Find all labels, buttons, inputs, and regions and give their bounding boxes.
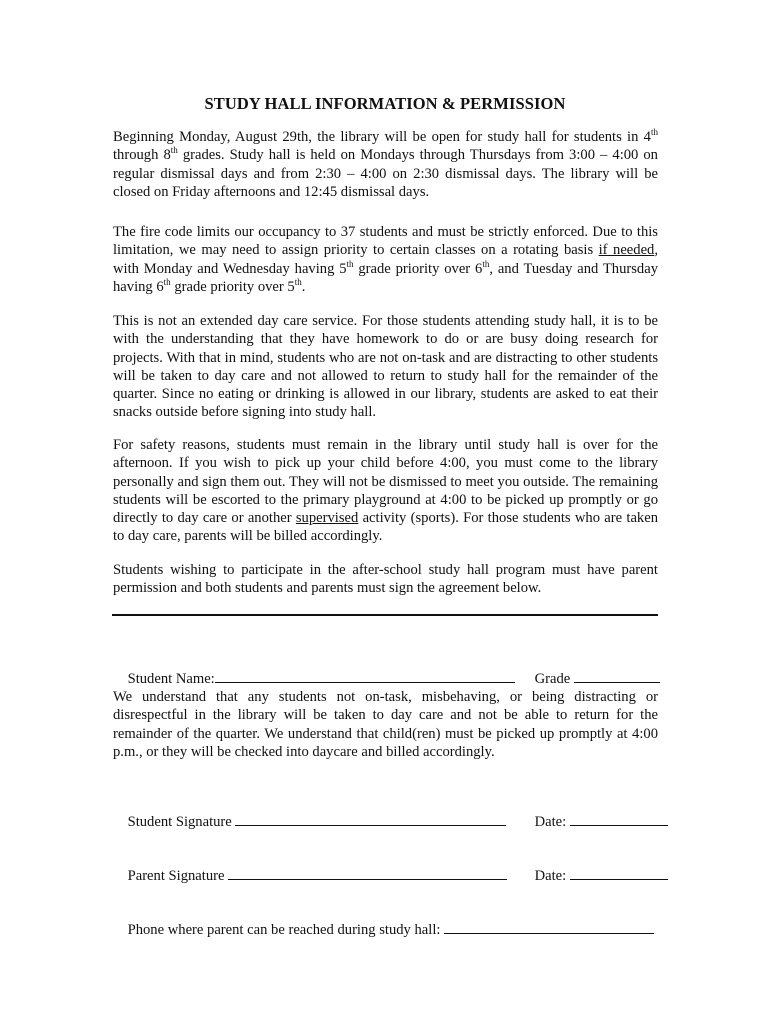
phone-label: Phone where parent can be reached during study hall: bbox=[127, 922, 441, 938]
student-date-row bbox=[520, 795, 668, 849]
parent-signature-row bbox=[113, 849, 507, 903]
page-title: STUDY HALL INFORMATION & PERMISSION bbox=[204, 94, 566, 113]
paragraph-schedule: Beginning Monday, August 29th, the library will be open for study hall for students in 4th through 8th grades. Study hall is held on Mondays through Thursdays from 3:00 – 4:00 on regular dismissal days and from 2:30 – 4:00 on 2:30 dismissal days. The library will be closed on Friday afternoons and 12:45 dismissal days. bbox=[113, 127, 658, 200]
student-name-field[interactable] bbox=[215, 670, 515, 683]
student-date-field[interactable] bbox=[570, 813, 668, 826]
student-date-label: Date: bbox=[534, 814, 567, 830]
phone-field[interactable] bbox=[444, 921, 654, 934]
paragraph-agreement: We understand that any students not on-task, misbehaving, or being distracting or disrespectful in the library will be taken to day care and not be able to return for the remainder of the quarter. We understand that child(ren) must be picked up promptly at 4:00 p.m., or they will be checked into daycare and billed accordingly. bbox=[113, 689, 658, 760]
student-signature-field[interactable] bbox=[235, 813, 506, 826]
student-signature-label: Student Signature bbox=[127, 814, 232, 830]
grade-field[interactable] bbox=[574, 670, 660, 683]
grade-label: Grade bbox=[534, 671, 571, 687]
parent-date-field[interactable] bbox=[570, 867, 668, 880]
parent-signature-field[interactable] bbox=[228, 867, 507, 880]
phone-row bbox=[113, 903, 654, 957]
parent-date-label: Date: bbox=[534, 868, 567, 884]
paragraph-occupancy: The fire code limits our occupancy to 37 students and must be strictly enforced. Due to this limitation, we may need to assign priority to certain classes on a rotating basis if needed, with Monday and Wednesday having 5th grade priority over 6th, and Tuesday and Thursday having 6th grade priority over 5th. bbox=[113, 224, 658, 295]
paragraph-safety: For safety reasons, students must remain in the library until study hall is over for the afternoon. If you wish to pick up your child before 4:00, you must come to the library personally and sign them out. They will not be dismissed to meet you outside. The remaining students will be escorted to the primary playground at 4:00 to be picked up promptly or go directly to day care or another supervised activity (sports). For those students who are taken to day care, parents will be billed accordingly. bbox=[113, 437, 658, 545]
parent-date-row bbox=[520, 849, 668, 903]
student-name-label: Student Name: bbox=[127, 671, 215, 687]
section-divider bbox=[112, 614, 658, 616]
paragraph-expectations: This is not an extended day care service. For those students attending study hall, it is to be with the understanding that they have homework to do or are busy doing research for projects. With that in mind, students who are not on-task and are distracting to other students will be taken to day care and not allowed to return to study hall for the remainder of the quarter. Since no eating or drinking is allowed in our library, students are asked to eat their snacks outside before signing into study hall. bbox=[113, 313, 658, 421]
paragraph-permission: Students wishing to participate in the after-school study hall program must have parent permission and both students and parents must sign the agreement below. bbox=[113, 562, 658, 597]
student-signature-row bbox=[113, 795, 506, 849]
parent-signature-label: Parent Signature bbox=[127, 868, 225, 884]
